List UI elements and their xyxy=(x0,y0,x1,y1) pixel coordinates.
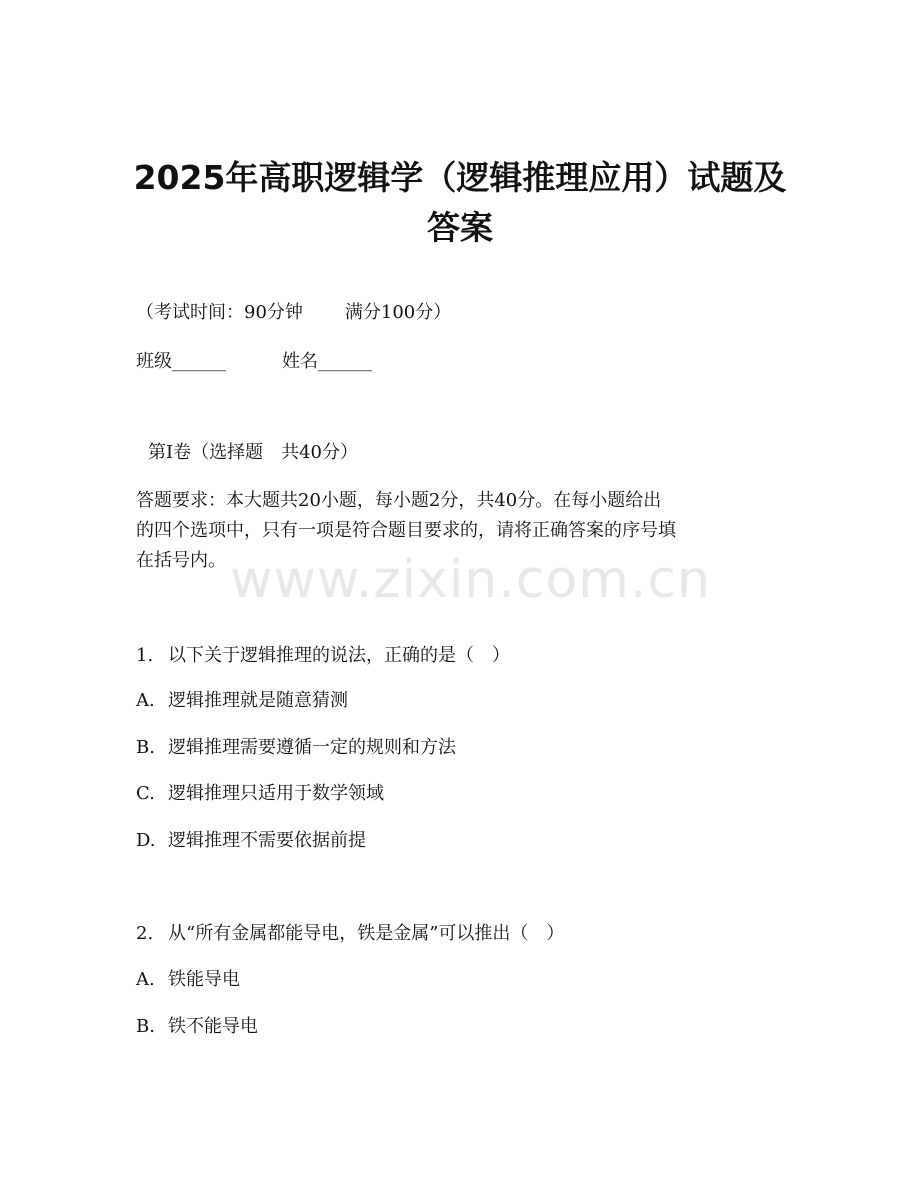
name-field: 姓名______ xyxy=(282,351,372,372)
question-1-option-b xyxy=(136,736,456,760)
option-letter: B. xyxy=(136,737,155,758)
question-number: 1. xyxy=(136,645,154,666)
option-letter: A. xyxy=(136,690,155,711)
option-letter: D. xyxy=(136,830,156,851)
question-2 xyxy=(136,922,564,946)
question-text: 从“所有金属都能导电，铁是金属”可以推出（ ） xyxy=(168,923,565,944)
exam-info xyxy=(136,301,451,325)
exam-time: （考试时间：90分钟 xyxy=(136,302,303,323)
instructions xyxy=(136,486,786,576)
option-text: 铁能导电 xyxy=(168,969,240,990)
exam-score: 满分100分） xyxy=(344,302,452,323)
option-text: 逻辑推理就是随意猜测 xyxy=(168,690,348,711)
question-1-option-c xyxy=(136,782,384,806)
option-text: 逻辑推理需要遵循一定的规则和方法 xyxy=(168,737,456,758)
question-2-option-a xyxy=(136,968,240,992)
section-heading: 第I卷（选择题 共40分） xyxy=(148,442,359,463)
watermark: www.zixin.com.cn xyxy=(230,550,711,610)
option-text: 逻辑推理不需要依据前提 xyxy=(168,830,366,851)
option-text: 铁不能导电 xyxy=(168,1016,258,1037)
instructions-line: 答题要求：本大题共20小题，每小题2分，共40分。在每小题给出 xyxy=(136,490,662,511)
question-2-option-b xyxy=(136,1015,258,1039)
question-1-option-a xyxy=(136,689,348,713)
question-number: 2. xyxy=(136,923,154,944)
option-text: 逻辑推理只适用于数学领域 xyxy=(168,783,384,804)
question-text: 以下关于逻辑推理的说法，正确的是（ ） xyxy=(168,645,510,666)
option-letter: C. xyxy=(136,783,155,804)
page-title-continued: 答案 xyxy=(427,208,493,247)
option-letter: A. xyxy=(136,969,155,990)
student-info xyxy=(136,350,372,374)
question-1 xyxy=(136,644,510,668)
instructions-line: 的四个选项中，只有一项是符合题目要求的，请将正确答案的序号填 xyxy=(136,520,676,541)
question-1-option-d xyxy=(136,829,366,853)
instructions-line: 在括号内。 xyxy=(136,550,226,571)
option-letter: B. xyxy=(136,1016,155,1037)
class-field: 班级______ xyxy=(136,351,226,372)
page-title: 2025年高职逻辑学（逻辑推理应用）试题及 xyxy=(133,158,787,197)
